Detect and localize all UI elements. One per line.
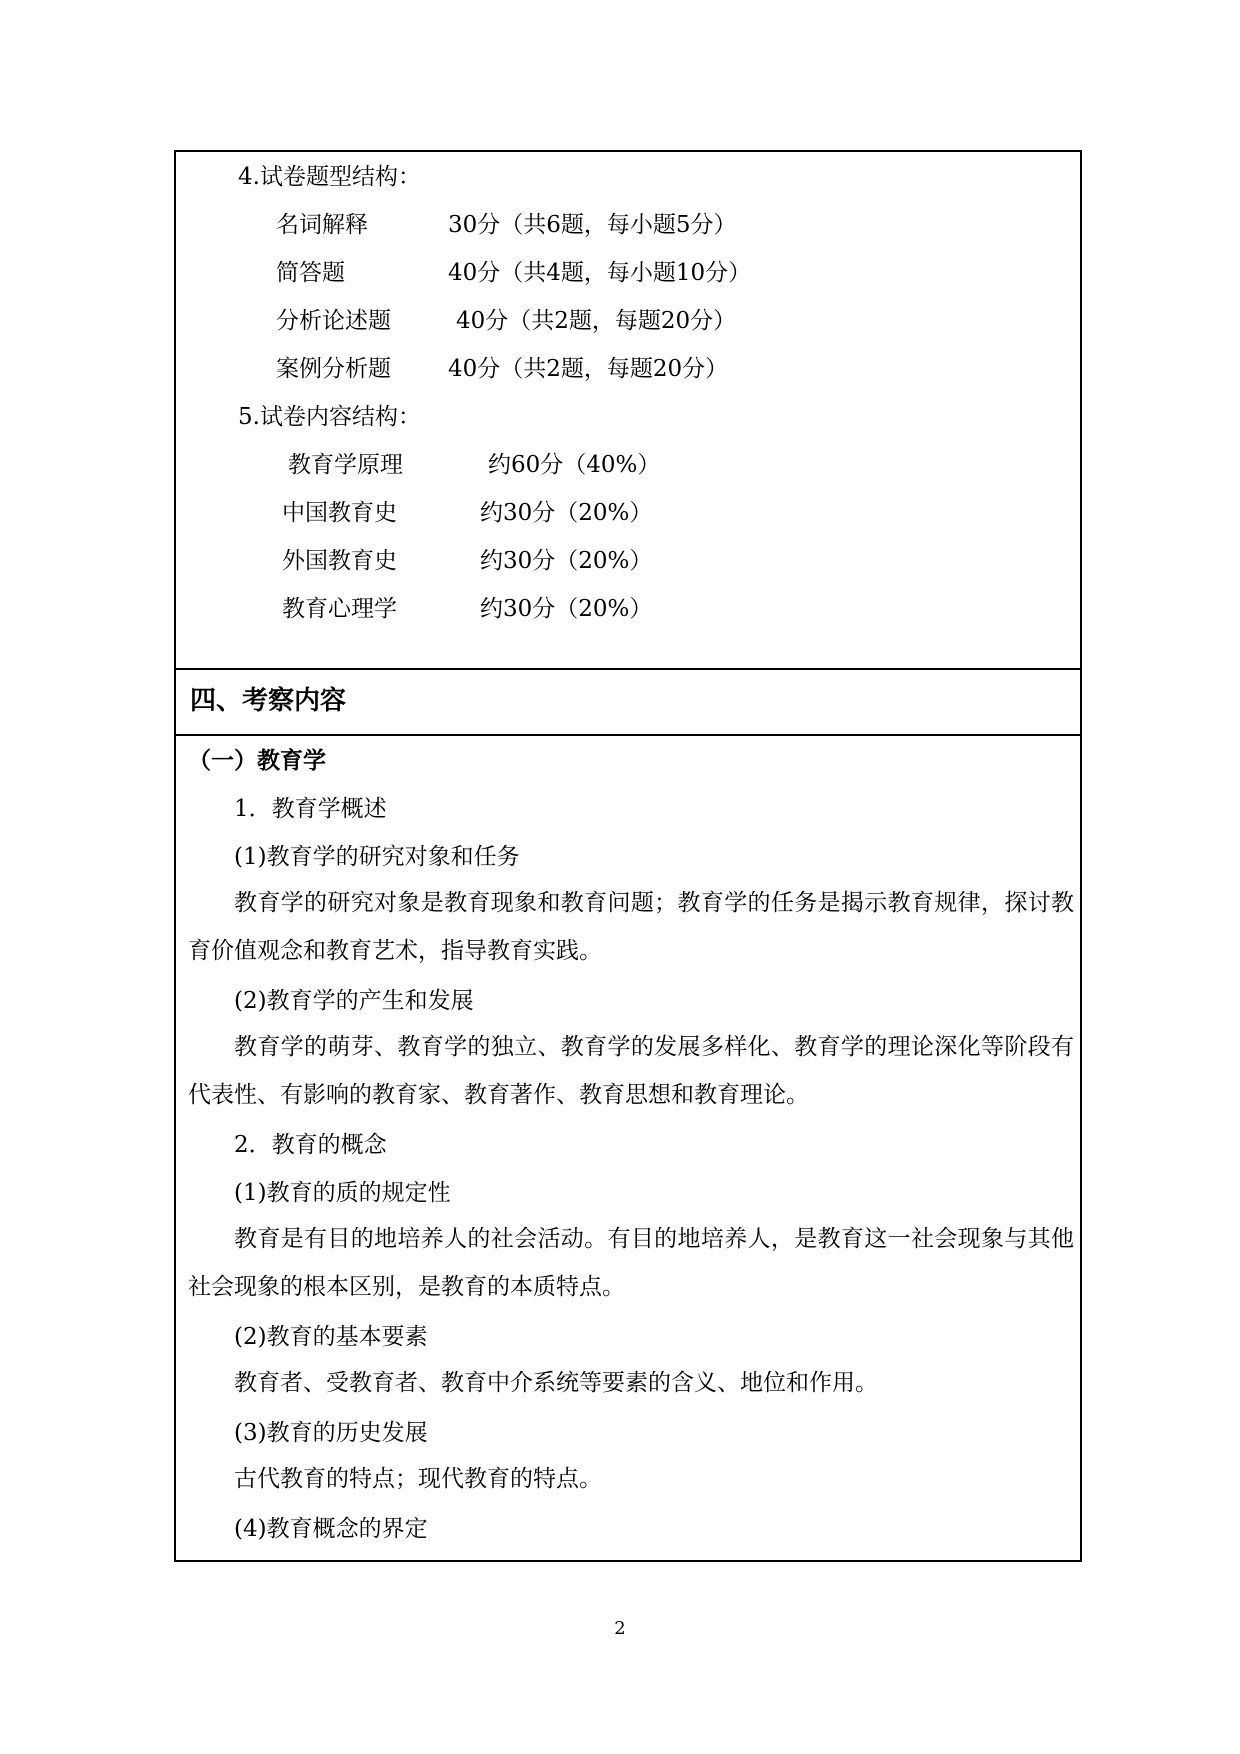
question-type-detail: 40分（共4题，每小题10分） [448,260,752,286]
topic-heading: 2．教育的概念 [234,1132,387,1158]
content-table [174,150,1082,1562]
content-item-name: 教育学原理 [288,452,403,478]
content-title: 5.试卷内容结构： [238,404,421,430]
section-heading: 四、考察内容 [190,686,347,716]
question-type-name: 简答题 [276,260,345,286]
content-item-detail: 约30分（20%） [480,500,653,526]
question-type-detail: 40分（共2题，每题20分） [456,308,737,334]
question-type-detail: 40分（共2题，每题20分） [448,356,729,382]
content-item-name: 中国教育史 [282,500,397,526]
exam-structure-cell [176,152,1080,670]
topic-paragraph: 教育是有目的地培养人的社会活动。有目的地培养人，是教育这一社会现象与其他社会现象的根本区别，是教育的本质特点。 [188,1226,1074,1300]
subtopic-heading: (2)教育学的产生和发展 [234,988,474,1014]
content-item-detail: 约30分（20%） [480,596,653,622]
exam-content-cell [176,736,1080,1560]
subtopic-heading: (4)教育概念的界定 [234,1516,428,1542]
subtopic-heading: (1)教育学的研究对象和任务 [234,844,520,870]
section-heading-cell [176,670,1080,736]
subtopic-heading: (2)教育的基本要素 [234,1324,428,1350]
topic-paragraph: 教育学的研究对象是教育现象和教育问题；教育学的任务是揭示教育规律，探讨教育价值观念和教育艺术，指导教育实践。 [188,890,1074,964]
question-type-name: 名词解释 [276,212,368,238]
question-type-detail: 30分（共6题，每小题5分） [448,212,737,238]
topic-paragraph: 教育学的萌芽、教育学的独立、教育学的发展多样化、教育学的理论深化等阶段有代表性、有影响的教育家、教育著作、教育思想和教育理论。 [188,1034,1074,1108]
content-item-detail: 约60分（40%） [488,452,661,478]
question-type-name: 案例分析题 [276,356,391,382]
structure-title: 4.试卷题型结构： [238,164,421,190]
subtopic-heading: (1)教育的质的规定性 [234,1180,451,1206]
topic-heading: 1．教育学概述 [234,796,387,822]
topic-paragraph: 古代教育的特点；现代教育的特点。 [234,1466,602,1492]
content-item-name: 外国教育史 [282,548,397,574]
question-type-name: 分析论述题 [276,308,391,334]
content-item-detail: 约30分（20%） [480,548,653,574]
subsection-heading: （一）教育学 [188,748,326,774]
page-number: 2 [614,1618,626,1639]
subtopic-heading: (3)教育的历史发展 [234,1420,428,1446]
topic-paragraph: 教育者、受教育者、教育中介系统等要素的含义、地位和作用。 [234,1370,878,1396]
content-item-name: 教育心理学 [282,596,397,622]
